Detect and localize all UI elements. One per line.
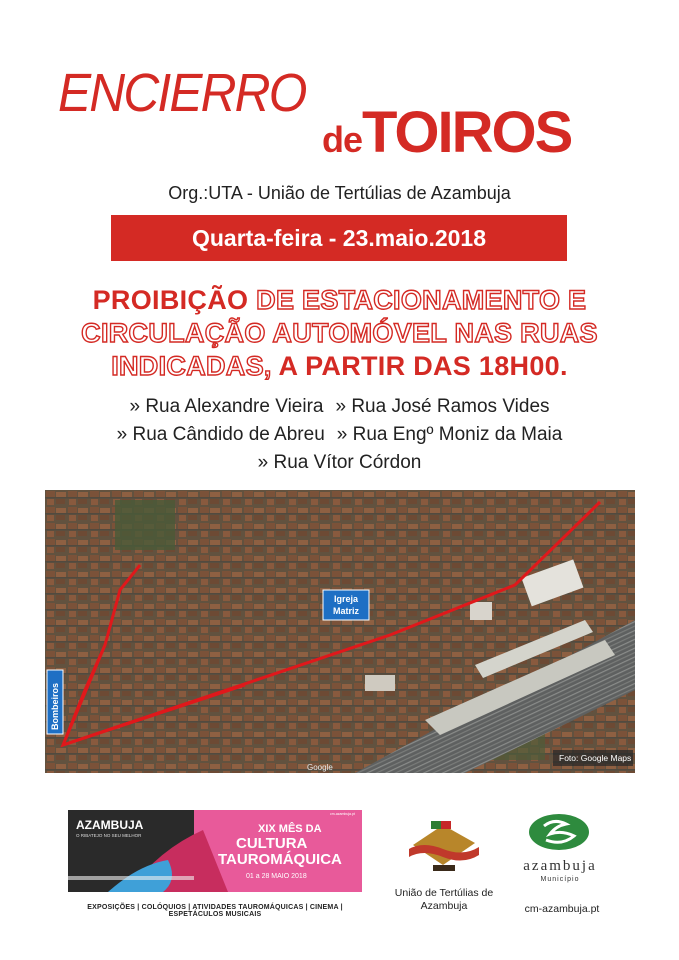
notice-solid-3: A PARTIR DAS 18H00.	[271, 351, 568, 381]
street-item: » Rua Cândido de Abreu	[116, 424, 325, 445]
notice-outline-3: INDICADAS,	[111, 351, 272, 381]
svg-text:TAUROMÁQUICA: TAUROMÁQUICA	[218, 851, 342, 868]
date-banner	[111, 215, 567, 261]
title-toiros: TOIROS	[362, 100, 572, 165]
azambuja-logo-icon	[526, 812, 592, 852]
sponsor-banner	[68, 810, 362, 892]
title-encierro: ENCIERRO	[58, 63, 306, 123]
date-text: Quarta-feira - 23.maio.2018	[191, 224, 487, 251]
notice-outline-2: CIRCULAÇÃO AUTOMÓVEL NAS RUAS	[81, 318, 598, 348]
sponsor-caption: EXPOSIÇÕES | COLÓQUIOS | ATIVIDADES TAUROMÁQUICAS | CINEMA | ESPETÁCULOS MUSICAIS	[87, 904, 343, 918]
street-item: » Rua Vítor Córdon	[257, 452, 422, 473]
uta-logo-icon	[403, 815, 485, 873]
map-watermark: Google	[307, 763, 333, 772]
svg-text:O RIBATEJO NO SEU MELHOR: O RIBATEJO NO SEU MELHOR	[76, 833, 142, 838]
map-credit: Foto: Google Maps	[559, 753, 632, 763]
uta-name: União de Tertúlias de Azambuja	[394, 887, 494, 912]
svg-text:CULTURA: CULTURA	[236, 835, 308, 852]
svg-text:XIX MÊS DA: XIX MÊS DA	[258, 823, 322, 835]
route-map	[45, 490, 635, 773]
svg-text:01 a 28 MAIO 2018: 01 a 28 MAIO 2018	[246, 873, 307, 880]
street-item: » Rua Engº Moniz da Maia	[336, 424, 563, 445]
municipality-url: cm-azambuja.pt	[524, 903, 600, 915]
church-label: Igreja	[333, 594, 359, 604]
prohibition-notice	[20, 284, 659, 383]
municipality-name: azambuja	[523, 858, 597, 874]
title-de-toiros	[322, 100, 572, 165]
firemen-label: Bombeiros	[50, 682, 60, 730]
street-item: » Rua José Ramos Vides	[335, 396, 550, 417]
street-item: » Rua Alexandre Vieira	[129, 396, 324, 417]
church-label: Matriz	[332, 606, 360, 616]
svg-text:cm-azambuja.pt: cm-azambuja.pt	[330, 812, 355, 816]
organizer-text: Org.:UTA - União de Tertúlias de Azambuja	[168, 183, 511, 203]
building	[470, 602, 492, 620]
street-list	[0, 393, 679, 477]
green-area	[115, 500, 175, 550]
notice-outline-1: DE ESTACIONAMENTO E	[256, 285, 587, 315]
building	[365, 675, 395, 691]
title-de: de	[322, 119, 363, 160]
notice-solid-1: PROIBIÇÃO	[92, 285, 257, 315]
municipality-sub: Município	[540, 876, 580, 883]
svg-text:AZAMBUJA: AZAMBUJA	[76, 818, 144, 832]
